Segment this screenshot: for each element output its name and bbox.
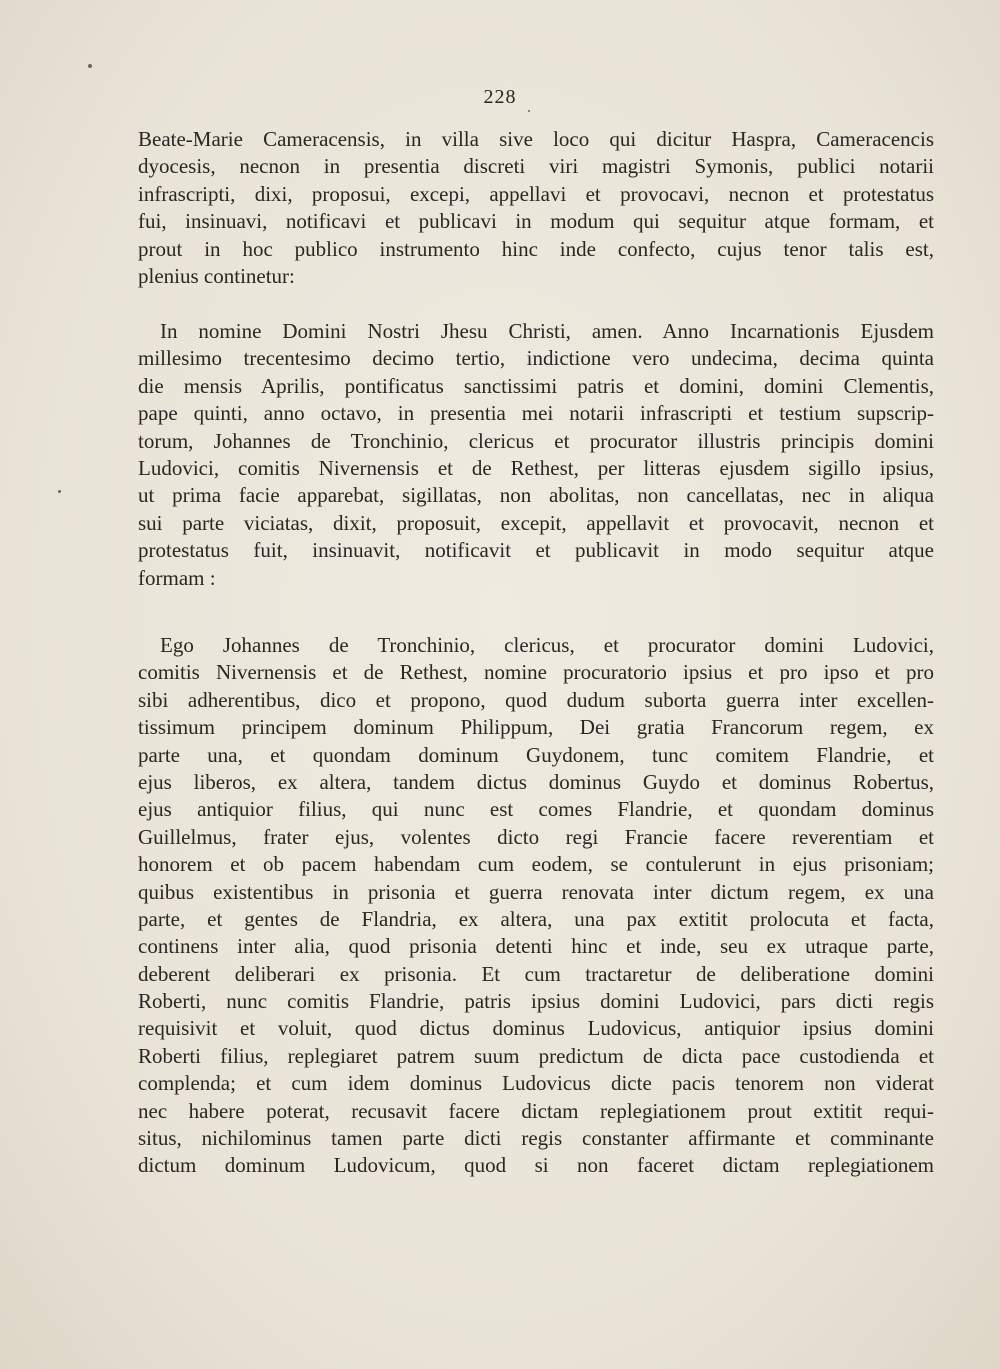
text-line: Roberti filius, replegiaret patrem suum predictum de dicta pace custodienda et bbox=[138, 1043, 934, 1068]
text-line: millesimo trecentesimo decimo tertio, indictione vero undecima, decima quinta bbox=[138, 346, 934, 371]
text-line: parte, et gentes de Flandria, ex altera, una pax extitit prolocuta et facta, bbox=[138, 906, 934, 931]
text-line: sibi adherentibus, dico et propono, quod dudum suborta guerra inter excellen- bbox=[138, 687, 934, 712]
text-line: comitis Nivernensis et de Rethest, nomine procuratorio ipsius et pro ipso et pro bbox=[138, 660, 934, 685]
text-line: ut prima facie apparebat, sigillatas, non abolitas, non cancellatas, nec in aliqua bbox=[138, 483, 934, 508]
text-line: Ego Johannes de Tronchinio, clericus, et procurator domini Ludovici, bbox=[160, 633, 934, 657]
paragraph-3 bbox=[138, 632, 934, 1180]
text-line: nec habere poterat, recusavit facere dictam replegiationem prout extitit requi- bbox=[138, 1098, 934, 1123]
text-line: tissimum principem dominum Philippum, Dei gratia Francorum regem, ex bbox=[138, 715, 934, 740]
text-line: prout in hoc publico instrumento hinc inde confecto, cujus tenor talis est, bbox=[138, 236, 934, 261]
text-line: torum, Johannes de Tronchinio, clericus et procurator illustris principis domini bbox=[138, 428, 934, 453]
text-line: honorem et ob pacem habendam cum eodem, se contulerunt in ejus prisoniam; bbox=[138, 852, 934, 877]
text-line: parte una, et quondam dominum Guydonem, tunc comitem Flandrie, et bbox=[138, 742, 934, 767]
page-number: 228 bbox=[483, 86, 517, 108]
text-line: continens inter alia, quod prisonia detenti hinc et inde, seu ex utraque parte, bbox=[138, 934, 934, 959]
text-line: sui parte viciatas, dixit, proposuit, excepit, appellavit et provocavit, necnon et bbox=[138, 510, 934, 535]
text-line: ejus liberos, ex altera, tandem dictus dominus Guydo et dominus Robertus, bbox=[138, 769, 934, 794]
text-line: fui, insinuavi, notificavi et publicavi in modum qui sequitur atque formam, et bbox=[138, 209, 934, 234]
text-line: pape quinti, anno octavo, in presentia mei notarii infrascripti et testium supscrip- bbox=[138, 401, 934, 426]
text-line: Beate-Marie Cameracensis, in villa sive loco qui dicitur Haspra, Cameracencis bbox=[138, 127, 934, 151]
text-line: situs, nichilominus tamen parte dicti regis constanter affirmante et comminante bbox=[138, 1126, 934, 1151]
text-line: complenda; et cum idem dominus Ludovicus dicte pacis tenorem non viderat bbox=[138, 1071, 934, 1096]
paragraph-2 bbox=[138, 318, 934, 592]
text-line: die mensis Aprilis, pontificatus sanctissimi patris et domini, domini Clementis, bbox=[138, 373, 934, 398]
text-line: protestatus fuit, insinuavit, notificavit et publicavit in modo sequitur atque bbox=[138, 538, 934, 563]
text-line: ejus antiquior filius, qui nunc est comes Flandrie, et quondam dominus bbox=[138, 797, 934, 822]
text-line: formam : bbox=[138, 565, 216, 590]
text-line: dictum dominum Ludovicum, quod si non faceret dictam replegiationem bbox=[138, 1153, 934, 1178]
text-line: dyocesis, necnon in presentia discreti viri magistri Symonis, publici notarii bbox=[138, 154, 934, 179]
text-line: Guillelmus, frater ejus, volentes dicto regi Francie facere reverentiam et bbox=[138, 824, 934, 849]
text-line: plenius continetur: bbox=[138, 263, 295, 288]
text-line: Ludovici, comitis Nivernensis et de Rethest, per litteras ejusdem sigillo ipsius, bbox=[138, 455, 934, 480]
text-line: deberent deliberari ex prisonia. Et cum tractaretur de deliberatione domini bbox=[138, 961, 934, 986]
text-line: infrascripti, dixi, proposui, excepi, appellavi et provocavi, necnon et protestatus bbox=[138, 181, 934, 206]
paragraph-1 bbox=[138, 126, 934, 290]
text-line: quibus existentibus in prisonia et guerra renovata inter dictum regem, ex una bbox=[138, 879, 934, 904]
text-line: requisivit et voluit, quod dictus dominus Ludovicus, antiquior ipsius domini bbox=[138, 1016, 934, 1041]
ink-speck bbox=[528, 110, 530, 112]
ink-speck bbox=[88, 64, 92, 68]
text-line: Roberti, nunc comitis Flandrie, patris ipsius domini Ludovici, pars dicti regis bbox=[138, 989, 934, 1014]
text-line: In nomine Domini Nostri Jhesu Christi, amen. Anno Incarnationis Ejusdem bbox=[160, 319, 934, 343]
ink-speck bbox=[58, 490, 61, 493]
